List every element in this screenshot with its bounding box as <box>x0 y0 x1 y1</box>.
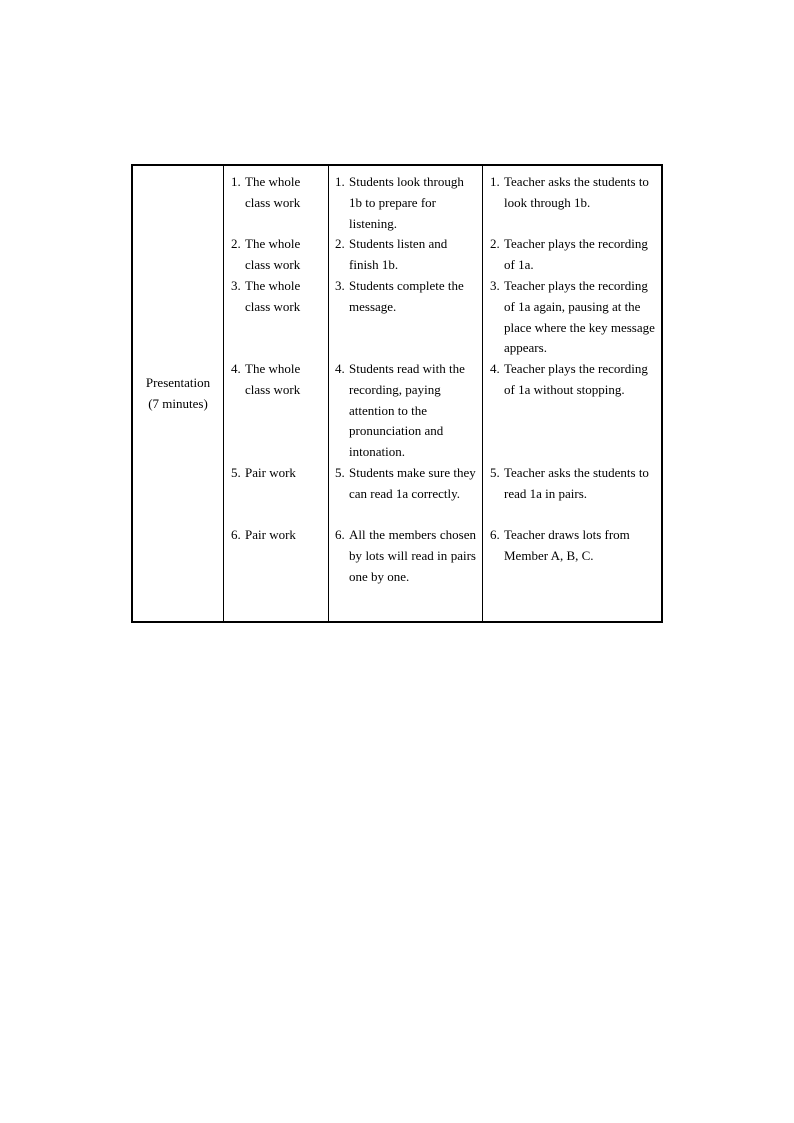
student-item-3 <box>335 276 476 318</box>
student-item-number: 3. <box>335 278 345 293</box>
student-item-number: 2. <box>335 236 345 251</box>
teacher-item-text: Teacher plays the recording of 1a again, pausing at the place where the key message appears. <box>504 278 655 356</box>
form-item-number: 3. <box>231 278 241 293</box>
student-item-number: 6. <box>335 527 345 542</box>
stage-duration: (7 minutes) <box>148 395 208 411</box>
student-item-6 <box>335 525 476 587</box>
stage-name: Presentation <box>145 374 211 390</box>
student-item-number: 5. <box>335 465 345 480</box>
teacher-activity-column <box>483 166 661 621</box>
form-item-5 <box>231 463 324 484</box>
teacher-item-1 <box>490 172 655 214</box>
form-item-text: The whole class work <box>245 361 301 397</box>
form-item-number: 2. <box>231 236 241 251</box>
form-item-6 <box>231 525 324 546</box>
student-item-text: All the members chosen by lots will read in pairs one by one. <box>349 527 476 584</box>
teacher-item-2 <box>490 234 655 276</box>
form-item-number: 6. <box>231 527 241 542</box>
teacher-item-number: 3. <box>490 278 500 293</box>
stage-cell <box>133 166 224 621</box>
teacher-item-number: 6. <box>490 527 500 542</box>
form-item-text: The whole class work <box>245 278 301 314</box>
student-item-number: 1. <box>335 174 345 189</box>
form-item-number: 1. <box>231 174 241 189</box>
form-item-text: The whole class work <box>245 174 301 210</box>
form-item-text: The whole class work <box>245 236 301 272</box>
form-item-number: 5. <box>231 465 241 480</box>
student-activity-column <box>329 166 483 621</box>
student-item-text: Students complete the message. <box>349 278 464 314</box>
student-item-text: Students look through 1b to prepare for listening. <box>349 174 464 231</box>
activity-form-column <box>224 166 329 621</box>
teacher-item-number: 5. <box>490 465 500 480</box>
teacher-item-text: Teacher plays the recording of 1a without stopping. <box>504 361 648 397</box>
teacher-item-number: 4. <box>490 361 500 376</box>
teacher-item-5 <box>490 463 655 505</box>
teacher-item-4 <box>490 359 655 401</box>
teacher-item-text: Teacher plays the recording of 1a. <box>504 236 648 272</box>
form-item-number: 4. <box>231 361 241 376</box>
form-item-3 <box>231 276 324 318</box>
teacher-item-number: 2. <box>490 236 500 251</box>
student-item-text: Students read with the recording, paying attention to the pronunciation and intonation. <box>349 361 465 460</box>
teacher-item-text: Teacher asks the students to read 1a in pairs. <box>504 465 649 501</box>
student-item-4 <box>335 359 476 463</box>
teacher-item-text: Teacher draws lots from Member A, B, C. <box>504 527 630 563</box>
student-item-2 <box>335 234 476 276</box>
form-item-4 <box>231 359 324 401</box>
student-item-5 <box>335 463 476 505</box>
student-item-1 <box>335 172 476 234</box>
form-item-1 <box>231 172 324 214</box>
teacher-item-number: 1. <box>490 174 500 189</box>
teacher-item-3 <box>490 276 655 359</box>
teacher-item-text: Teacher asks the students to look through 1b. <box>504 174 649 210</box>
student-item-text: Students make sure they can read 1a correctly. <box>349 465 476 501</box>
student-item-text: Students listen and finish 1b. <box>349 236 448 272</box>
form-item-2 <box>231 234 324 276</box>
form-item-text: Pair work <box>245 465 296 480</box>
form-item-text: Pair work <box>245 527 296 542</box>
student-item-number: 4. <box>335 361 345 376</box>
teacher-item-6 <box>490 525 655 567</box>
lesson-plan-table <box>131 164 663 623</box>
